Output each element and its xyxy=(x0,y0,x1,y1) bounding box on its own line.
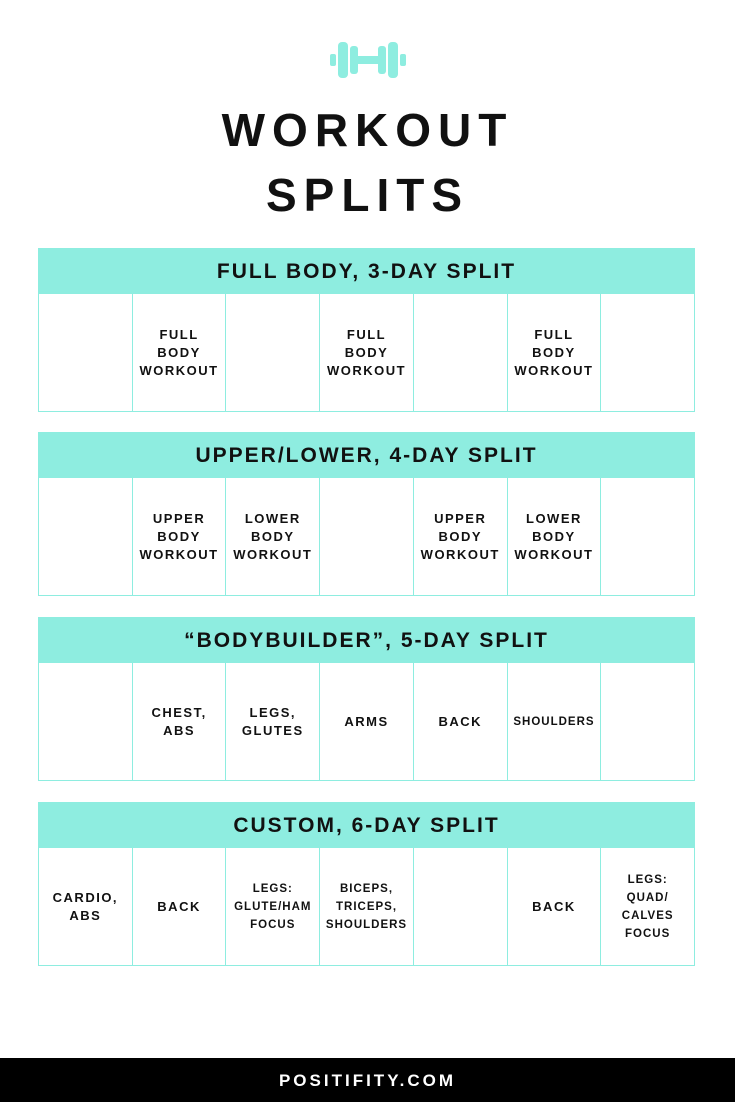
day-cell-4: BICEPS, TRICEPS, SHOULDERS xyxy=(320,848,414,965)
split-upper-lower xyxy=(38,432,695,596)
day-cell-7 xyxy=(601,663,694,780)
day-cell-2: CHEST, ABS xyxy=(133,663,227,780)
day-cell-1 xyxy=(39,478,133,595)
day-cell-7 xyxy=(601,294,694,411)
day-cell-7 xyxy=(601,478,694,595)
day-cell-5: UPPER BODY WORKOUT xyxy=(414,478,508,595)
dumbbell-icon xyxy=(330,38,406,82)
day-cell-1: CARDIO, ABS xyxy=(39,848,133,965)
day-cell-6: LOWER BODY WORKOUT xyxy=(508,478,602,595)
split-days-row xyxy=(38,294,695,412)
day-cell-3: LOWER BODY WORKOUT xyxy=(226,478,320,595)
day-cell-2: UPPER BODY WORKOUT xyxy=(133,478,227,595)
day-cell-1 xyxy=(39,663,133,780)
split-title: FULL BODY, 3-DAY SPLIT xyxy=(38,248,695,294)
day-cell-6: FULL BODY WORKOUT xyxy=(508,294,602,411)
split-title: “BODYBUILDER”, 5-DAY SPLIT xyxy=(38,617,695,663)
split-days-row xyxy=(38,848,695,966)
footer-website: POSITIFITY.COM xyxy=(0,1058,735,1102)
day-cell-5: BACK xyxy=(414,663,508,780)
day-cell-1 xyxy=(39,294,133,411)
day-cell-6: SHOULDERS xyxy=(508,663,602,780)
day-cell-4: ARMS xyxy=(320,663,414,780)
split-custom xyxy=(38,802,695,966)
day-cell-3: LEGS: GLUTE/HAM FOCUS xyxy=(226,848,320,965)
day-cell-6: BACK xyxy=(508,848,602,965)
day-cell-2: BACK xyxy=(133,848,227,965)
day-cell-3 xyxy=(226,294,320,411)
page-title-line-1: WORKOUT xyxy=(221,104,514,156)
split-bodybuilder xyxy=(38,617,695,781)
day-cell-2: FULL BODY WORKOUT xyxy=(133,294,227,411)
split-full-body xyxy=(38,248,695,412)
day-cell-7: LEGS: QUAD/ CALVES FOCUS xyxy=(621,873,674,940)
page-title-line-2: SPLITS xyxy=(265,169,470,221)
split-title: UPPER/LOWER, 4-DAY SPLIT xyxy=(38,432,695,478)
day-cell-5 xyxy=(414,848,508,965)
split-days-row xyxy=(38,663,695,781)
split-days-row xyxy=(38,478,695,596)
day-cell-4: FULL BODY WORKOUT xyxy=(320,294,414,411)
day-cell-5 xyxy=(414,294,508,411)
day-cell-3: LEGS, GLUTES xyxy=(226,663,320,780)
day-cell-4 xyxy=(320,478,414,595)
split-title: CUSTOM, 6-DAY SPLIT xyxy=(38,802,695,848)
